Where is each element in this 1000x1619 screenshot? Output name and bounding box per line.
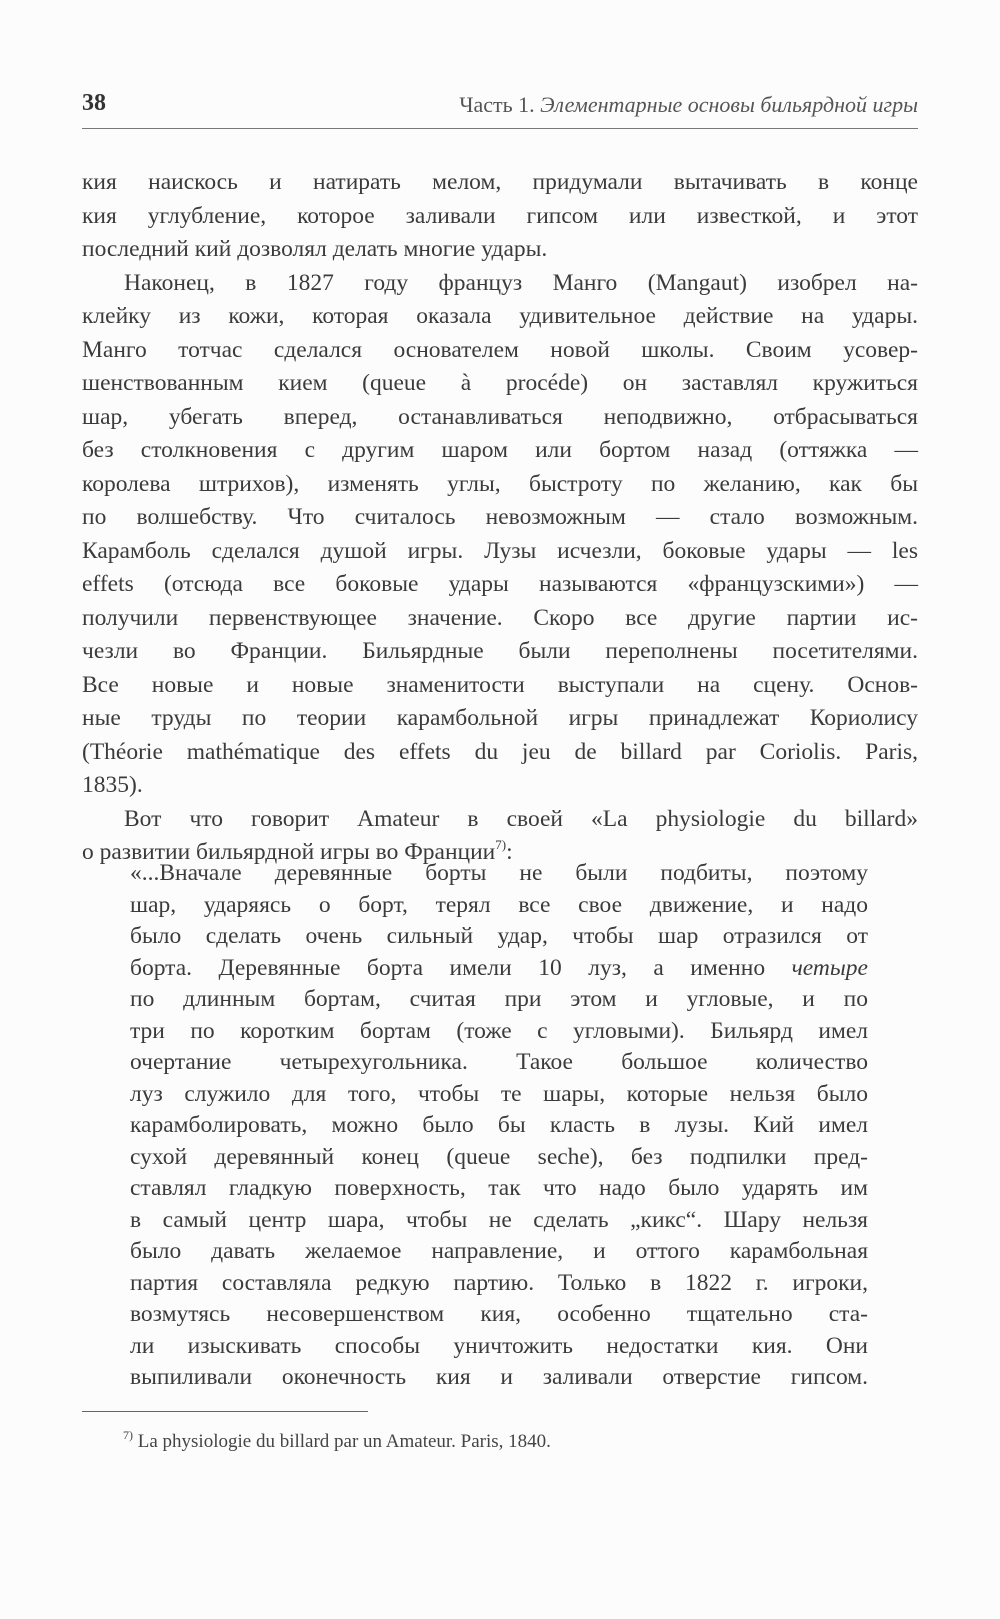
text-segment: было давать желаемое направление, и оттого карамбольная [130,1238,868,1264]
text-line [82,702,918,736]
text-segment: карамболировать, можно было бы класть в лузы. Кий имел [130,1112,868,1138]
footnote-marker: 7) [123,1428,133,1442]
text-line [82,267,918,301]
text-segment: клейку из кожи, которая оказала удивительное действие на удары. [82,303,918,329]
text-segment: ли изыскивать способы уничтожить недостатки кия. Они [130,1332,868,1359]
text-line [130,984,868,1016]
text-line [130,1173,868,1205]
text-segment: последний кий дозволял делать многие удары. [82,236,548,262]
text-segment: 1835). [82,772,143,798]
text-line [130,1016,868,1048]
italic-text: четыре [791,954,868,981]
paragraph [82,166,918,267]
text-line [82,468,918,502]
text-line [82,434,918,468]
text-segment: королева штрихов), изменять углы, быстроту по желанию, как бы [82,470,918,497]
text-segment: Манго тотчас сделался основателем новой школы. Своим усовер- [82,336,918,363]
text-segment: ставлял гладкую поверхность, так что надо было ударять им [130,1175,868,1201]
text-segment: возмутясь несовершенством кия, особенно тщательно ста- [130,1301,868,1327]
chapter-title: Элементарные основы бильярдной игры [540,92,918,117]
text-segment: шар, убегать вперед, останавливаться неподвижно, отбрасываться [82,403,918,430]
text-segment: сухой деревянный конец (queue seche), без подпилки пред- [130,1143,868,1170]
text-segment: Наконец, в 1827 году француз Манго (Mangaut) изобрел на- [124,269,918,296]
text-line [82,803,918,837]
text-segment: о развитии бильярдной игры во Франции [82,839,496,865]
text-line [82,535,918,569]
text-segment: партия составляла редкую партию. Только в 1822 г. игроки, [130,1269,868,1296]
text-segment: шар, ударяясь о борт, терял все свое движение, и надо [130,891,868,918]
text-line [130,953,868,985]
page-number: 38 [82,90,106,116]
footnote-divider [82,1411,368,1412]
text-segment: Карамболь сделался душой игры. Лузы исчезли, боковые удары — les [82,537,918,564]
text-line [82,736,918,770]
text-segment: получили первенствующее значение. Скоро все другие партии ис- [82,604,918,631]
text-line [82,300,918,334]
text-line [82,233,918,267]
text-line [130,858,868,890]
text-segment: было сделать очень сильный удар, чтобы шар отразился от [130,923,868,949]
text-segment: Все новые и новые знаменитости выступали на сцену. Основ- [82,671,918,698]
text-line [82,401,918,435]
footnote-text: La physiologie du billard par un Amateur. Paris, 1840. [137,1431,551,1452]
text-line [130,1047,868,1079]
text-line [82,769,918,803]
text-segment: : [506,839,513,865]
text-line [130,1362,868,1394]
main-text [82,166,918,870]
text-line [82,669,918,703]
text-segment: чезли во Франции. Бильярдные были переполнены посетителями. [82,638,918,664]
text-line [130,1331,868,1363]
text-line [130,890,868,922]
text-segment: Вот что говорит Amateur в своей «La physiologie du billard» [124,805,918,832]
text-segment: (Théorie mathématique des effets du jeu de billard par Coriolis. Paris, [82,738,918,765]
footnote [123,1430,551,1454]
text-line [82,367,918,401]
text-line [82,568,918,602]
text-line [82,602,918,636]
text-segment: ные труды по теории карамбольной игры принадлежат Кориолису [82,705,918,731]
running-header [82,88,918,129]
text-segment: кия наискось и натирать мелом, придумали вытачивать в конце [82,169,918,195]
text-line [130,1079,868,1111]
text-line [82,334,918,368]
text-segment: по волшебству. Что считалось невозможным — стало возможным. [82,504,918,530]
text-line [82,166,918,200]
text-line [130,1142,868,1174]
part-label: Часть 1. [459,92,535,117]
block-quote [130,858,868,1394]
text-segment: шенствованным кием (queue à procéde) он заставлял кружиться [82,370,918,396]
text-line [130,1110,868,1142]
paragraph [82,267,918,803]
text-line [82,200,918,234]
text-segment: по длинным бортам, считая при этом и угловые, и по [130,986,868,1012]
text-segment: кия углубление, которое заливали гипсом или известкой, и этот [82,202,918,229]
text-line [130,921,868,953]
text-line [82,501,918,535]
footnote-ref: 7) [495,837,507,852]
text-segment: выпиливали оконечность кия и заливали отверстие гипсом. [130,1364,868,1390]
text-line [130,1236,868,1268]
text-line [130,1299,868,1331]
running-title [459,92,918,118]
text-segment: борта. Деревянные борта имели 10 луз, а именно [130,954,792,981]
text-segment: очертание четырехугольника. Такое большое количество [130,1049,868,1075]
text-segment: луз служило для того, чтобы те шары, которые нельзя было [130,1080,868,1107]
text-segment: в самый центр шара, чтобы не сделать „кикс“. Шару нельзя [130,1206,868,1233]
text-line [130,1268,868,1300]
text-line [130,1205,868,1237]
text-segment: «...Вначале деревянные борты не были подбиты, поэтому [130,860,868,886]
text-segment: три по коротким бортам (тоже с угловыми). Бильярд имел [130,1017,868,1044]
text-segment: без столкновения с другим шаром или бортом назад (оттяжка — [82,437,918,463]
text-line [82,635,918,669]
text-segment: effets (отсюда все боковые удары называются «французскими») — [82,571,918,597]
